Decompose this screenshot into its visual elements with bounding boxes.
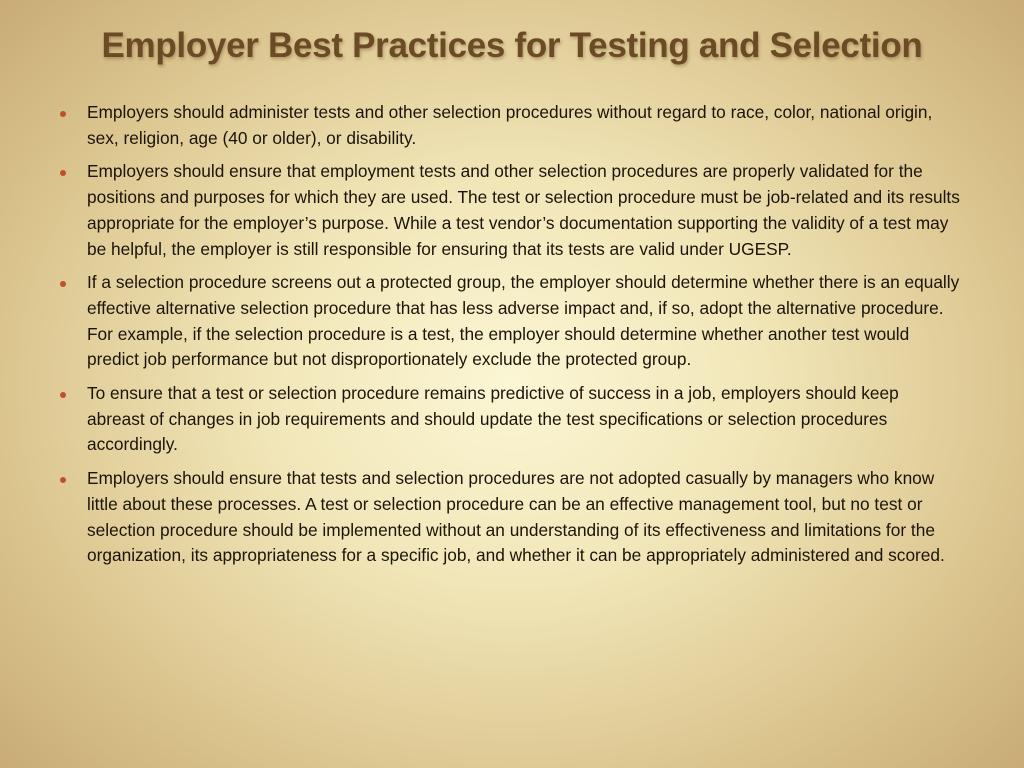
bullet-text: If a selection procedure screens out a protected group, the employer should determine whether there is an equally effective alternative selection procedure that has less adverse impact and, if so, adopt the alternative procedure. For example, if the selection procedure is a test, the employer should determine whether another test would predict job performance but not disproportionately exclude the protected group. — [87, 272, 960, 370]
bullet-dot-icon — [60, 477, 66, 483]
bullet-item — [60, 381, 960, 458]
slide-title: Employer Best Practices for Testing and Selection — [101, 26, 923, 65]
bullet-text: Employers should ensure that employment tests and other selection procedures are properly validated for the positions and purposes for which they are used. The test or selection procedure must be job-related and its results appropriate for the employer’s purpose. While a test vendor’s documentation supporting the validity of a test may be helpful, the employer is still responsible for ensuring that its tests are valid under UGESP. — [87, 161, 960, 259]
bullet-list — [60, 100, 960, 577]
bullet-item — [60, 100, 960, 151]
bullet-text: To ensure that a test or selection procedure remains predictive of success in a job, employers should keep abreast of changes in job requirements and should update the test specifications or selection procedures accordingly. — [87, 383, 899, 455]
bullet-text: Employers should administer tests and other selection procedures without regard to race, color, national origin, sex, religion, age (40 or older), or disability. — [87, 102, 933, 148]
bullet-dot-icon — [60, 392, 66, 398]
bullet-dot-icon — [60, 281, 66, 287]
bullet-dot-icon — [60, 111, 66, 117]
bullet-item — [60, 466, 960, 569]
bullet-text: Employers should ensure that tests and selection procedures are not adopted casually by managers who know little about these processes. A test or selection procedure can be an effective management tool, but no test or selection procedure should be implemented without an understanding of its effectiveness and limitations for the organization, its appropriateness for a specific job, and whether it can be appropriately administered and scored. — [87, 468, 945, 566]
bullet-item — [60, 270, 960, 373]
bullet-dot-icon — [60, 170, 66, 176]
bullet-item — [60, 159, 960, 262]
